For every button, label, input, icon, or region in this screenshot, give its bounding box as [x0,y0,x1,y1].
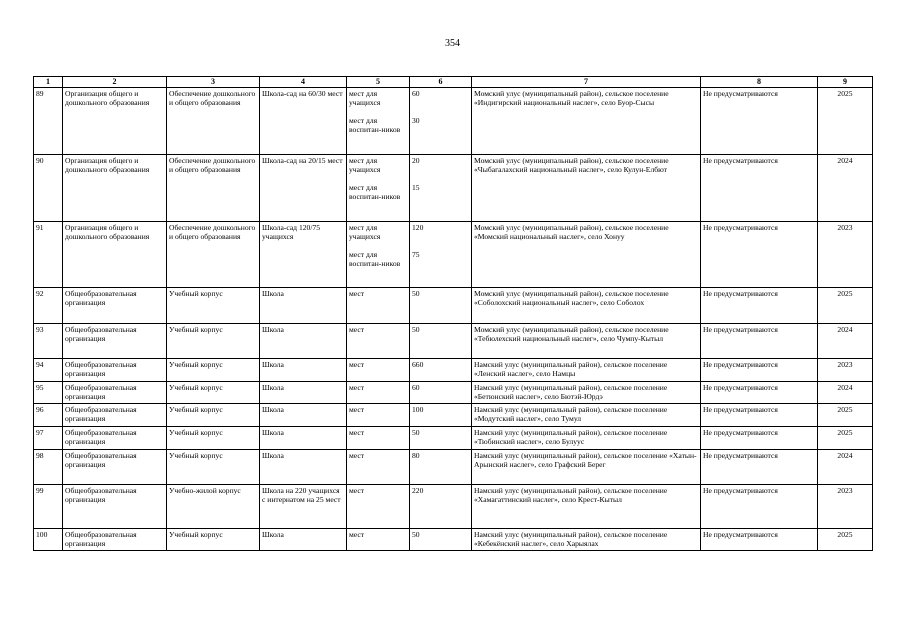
capacity-students: 20 [412,156,420,165]
capacity-students: 120 [412,223,424,232]
column-header: 5 [347,77,410,88]
row-number: 93 [34,324,63,359]
facility-object: Школа [260,529,347,551]
column-header: 1 [34,77,63,88]
row-number: 97 [34,427,63,450]
capacity-unit: мест [347,485,410,529]
row-number: 98 [34,450,63,485]
facility-object: Школа [260,382,347,404]
table-row [34,324,873,359]
facility-purpose: Учебный корпус [167,288,260,324]
completion-year: 2023 [818,222,873,288]
row-number: 92 [34,288,63,324]
capacity-unit [347,88,410,155]
unit-pupils: мест для воспитан-ников [349,183,401,201]
column-header: 2 [63,77,167,88]
protection-zones: Не предусматриваются [701,427,818,450]
column-header: 4 [260,77,347,88]
capacity-value: 60 [410,382,472,404]
facility-location: Намский улус (муниципальный район), сельское поселение «Модутский наслег», село Тумул [472,404,701,427]
facility-type: Общеобразовательная организация [63,404,167,427]
capacity-students: 60 [412,89,420,98]
table-row [34,359,873,382]
facility-type: Общеобразовательная организация [63,529,167,551]
facility-object: Школа [260,404,347,427]
capacity-unit: мест [347,404,410,427]
facility-object: Школа [260,288,347,324]
facility-purpose: Учебно-жилой корпус [167,485,260,529]
facility-object: Школа-сад 120/75 учащихся [260,222,347,288]
capacity-unit: мест [347,359,410,382]
table-row [34,382,873,404]
protection-zones: Не предусматриваются [701,529,818,551]
unit-pupils: мест для воспитан-ников [349,250,401,268]
completion-year: 2024 [818,155,873,222]
table-row [34,404,873,427]
facility-object: Школа [260,324,347,359]
completion-year: 2025 [818,404,873,427]
capacity-unit [347,222,410,288]
facility-type: Общеобразовательная организация [63,427,167,450]
capacity-unit: мест [347,382,410,404]
facility-location: Момский улус (муниципальный район), сельское поселение «Чыбагалахский национальный наслег», село Кулун-Елбют [472,155,701,222]
facility-object: Школа [260,450,347,485]
facility-purpose: Учебный корпус [167,324,260,359]
table-row [34,288,873,324]
unit-students: мест для учащихся [349,223,381,241]
capacity-pupils: 15 [412,183,420,192]
column-header: 6 [410,77,472,88]
capacity-value [410,88,472,155]
table-row [34,485,873,529]
row-number: 96 [34,404,63,427]
facility-purpose: Обеспечение дошкольного и общего образования [167,88,260,155]
facility-purpose: Учебный корпус [167,450,260,485]
facility-purpose: Учебный корпус [167,359,260,382]
protection-zones: Не предусматриваются [701,222,818,288]
capacity-value: 50 [410,529,472,551]
completion-year: 2025 [818,288,873,324]
completion-year: 2025 [818,529,873,551]
protection-zones: Не предусматриваются [701,404,818,427]
table-row [34,222,873,288]
row-number: 99 [34,485,63,529]
unit-students: мест для учащихся [349,156,381,174]
facility-location: Намский улус (муниципальный район), сельское поселение «Ленский наслег», село Намцы [472,359,701,382]
capacity-value: 220 [410,485,472,529]
table-row [34,88,873,155]
capacity-unit: мест [347,288,410,324]
facility-location: Намский улус (муниципальный район), сельское поселение «Тюбинский наслег», село Булуус [472,427,701,450]
facility-object: Школа [260,427,347,450]
capacity-unit: мест [347,324,410,359]
table-row [34,155,873,222]
facility-location: Момский улус (муниципальный район), сельское поселение «Момский национальный наслег», село Хонуу [472,222,701,288]
facility-purpose: Учебный корпус [167,529,260,551]
capacity-value [410,222,472,288]
column-header: 3 [167,77,260,88]
facility-location: Намский улус (муниципальный район), сельское поселение «Кебекёнский наслег», село Харыялах [472,529,701,551]
facility-purpose: Учебный корпус [167,427,260,450]
facility-type: Общеобразовательная организация [63,485,167,529]
facility-purpose: Обеспечение дошкольного и общего образования [167,155,260,222]
capacity-value [410,155,472,222]
completion-year: 2023 [818,485,873,529]
unit-pupils: мест для воспитан-ников [349,116,401,134]
facility-location: Намский улус (муниципальный район), сельское поселение «Бетюнский наслег», село Бютэй-Юрдэ [472,382,701,404]
completion-year: 2024 [818,450,873,485]
facility-type: Общеобразовательная организация [63,324,167,359]
column-header: 8 [701,77,818,88]
protection-zones: Не предусматриваются [701,288,818,324]
facility-location: Момский улус (муниципальный район), сельское поселение «Тебюлехский национальный наслег», село Чумпу-Кытыл [472,324,701,359]
protection-zones: Не предусматриваются [701,88,818,155]
table-row [34,450,873,485]
capacity-value: 50 [410,288,472,324]
capacity-value: 50 [410,427,472,450]
protection-zones: Не предусматриваются [701,450,818,485]
capacity-value: 80 [410,450,472,485]
protection-zones: Не предусматриваются [701,324,818,359]
facility-type: Общеобразовательная организация [63,288,167,324]
facility-type: Организация общего и дошкольного образования [63,88,167,155]
column-header: 9 [818,77,873,88]
facility-type: Общеобразовательная организация [63,359,167,382]
protection-zones: Не предусматриваются [701,382,818,404]
capacity-value: 660 [410,359,472,382]
facility-object: Школа-сад на 60/30 мест [260,88,347,155]
facility-object: Школа-сад на 20/15 мест [260,155,347,222]
facility-purpose: Учебный корпус [167,404,260,427]
row-number: 94 [34,359,63,382]
facility-object: Школа [260,359,347,382]
facility-type: Общеобразовательная организация [63,382,167,404]
facility-type: Организация общего и дошкольного образования [63,222,167,288]
facility-type: Общеобразовательная организация [63,450,167,485]
table-header-row [34,77,873,88]
capacity-unit: мест [347,450,410,485]
protection-zones: Не предусматриваются [701,155,818,222]
column-header: 7 [472,77,701,88]
capacity-unit: мест [347,529,410,551]
capacity-value: 100 [410,404,472,427]
facility-type: Организация общего и дошкольного образования [63,155,167,222]
completion-year: 2025 [818,427,873,450]
capacity-pupils: 75 [412,250,420,259]
completion-year: 2025 [818,88,873,155]
capacity-unit: мест [347,427,410,450]
row-number: 89 [34,88,63,155]
facility-location: Момский улус (муниципальный район), сельское поселение «Индигирский национальный наслег», село Буор-Сысы [472,88,701,155]
facilities-table [33,76,873,551]
facility-location: Момский улус (муниципальный район), сельское поселение «Соболохский национальный наслег», село Соболох [472,288,701,324]
completion-year: 2024 [818,324,873,359]
capacity-pupils: 30 [412,116,420,125]
row-number: 95 [34,382,63,404]
facility-purpose: Обеспечение дошкольного и общего образования [167,222,260,288]
completion-year: 2024 [818,382,873,404]
capacity-unit [347,155,410,222]
table-row [34,427,873,450]
row-number: 100 [34,529,63,551]
completion-year: 2023 [818,359,873,382]
row-number: 91 [34,222,63,288]
unit-students: мест для учащихся [349,89,381,107]
facility-location: Намский улус (муниципальный район), сельское поселение «Хамагаттинский наслег», село Крест-Кытыл [472,485,701,529]
row-number: 90 [34,155,63,222]
facility-object: Школа на 220 учащихся с интернатом на 25 мест [260,485,347,529]
facility-location: Намский улус (муниципальный район), сельское поселение «Хатын-Арынский наслег», село Графский Берег [472,450,701,485]
protection-zones: Не предусматриваются [701,359,818,382]
capacity-value: 50 [410,324,472,359]
facility-purpose: Учебный корпус [167,382,260,404]
page-number: 354 [445,38,460,49]
table-row [34,529,873,551]
protection-zones: Не предусматриваются [701,485,818,529]
